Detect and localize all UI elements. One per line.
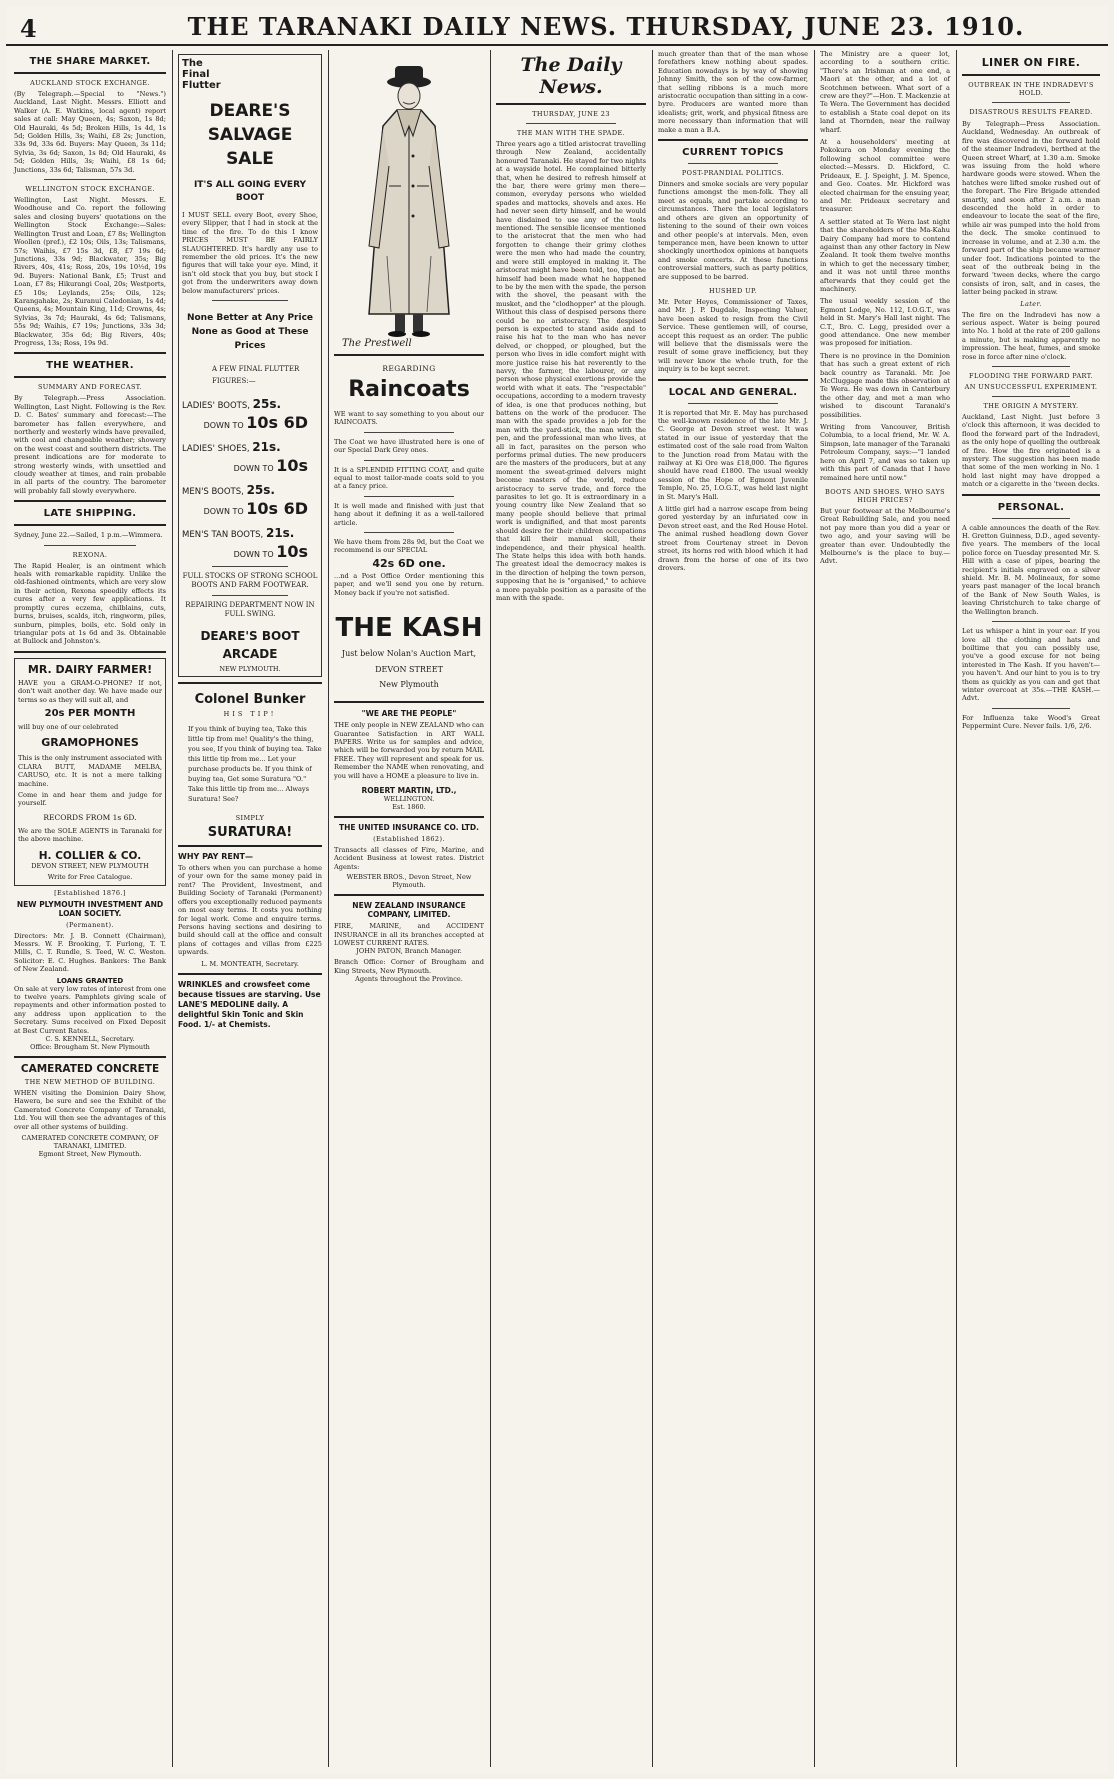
post-prandial-text: Dinners and smoke socials are very popular functions amongst the men-folk. They all meet as equals, and partake according to circumstances. There the local legislators and others are given an opportunity of listening to the sound of their own voices and other people's at intervals. Men, even temperance men, have been known to utter shockingly unorthodox opinions at banquets and smoke concerts. At these functions controversial matters, such as party politics, are supposed to be barred.: [658, 180, 808, 281]
robert-martin-established: Est. 1860.: [392, 802, 426, 811]
local-general-text: It is reported that Mr. E. May has purchased the well-known residence of the late Mr. J. C. George at Devon street west. It was stated in our issue of yesterday that the estimated cost of the sale road from Walton to the Junction road from Matau with the railway at Ki Ore was £18,000. The figures should have read £1800. The usual weekly session of the Hope of Egmont Juvenile Temple, No. 25, I.O.G.T., was held last night in St. Mary's Hall.: [658, 408, 808, 501]
boots-shoes-text: But your footwear at the Melbourne's Great Rebuilding Sale, and you need not pay more than you did a year or two ago, and your saving will be greater than ever. Undoubtedly the Melbourne's is the place to buy.—Advt.: [820, 506, 950, 566]
price-item: MEN'S TAN BOOTS,: [182, 530, 264, 541]
gramophones-title: GRAMOPHONES: [41, 736, 139, 750]
gramophone-text-3: This is the only instrument associated with CLARA BUTT, MADAME MELBA, CARUSO, etc. It is not a mere talking machine.: [18, 754, 162, 788]
divider: [212, 566, 288, 567]
robert-martin-name: ROBERT MARTIN, LTD.,: [361, 785, 457, 795]
camerated-address: Egmont Street, New Plymouth.: [38, 1150, 142, 1159]
divider: [658, 139, 808, 141]
nz-insurance-signature: JOHN PATON, Branch Manager.: [356, 947, 462, 956]
loans-text: On sale at very low rates of interest from one to twelve years. Pamphlets giving scale of repayments and other information posted to any address upon application to the Secretary. Sums received on Fixed Deposit at Best Current Rates.: [14, 984, 167, 1035]
collier-catalogue: Write for Free Catalogue.: [47, 872, 133, 881]
divider: [526, 123, 616, 124]
masthead: [6, 6, 1108, 46]
price-item: MEN'S BOOTS,: [182, 487, 244, 498]
price-list: [182, 397, 318, 561]
personal-text: A cable announces the death of the Rev. H. Gretton Guinness, D.D., aged seventy-five years. The members of the local police force on Tuesday presented Mr. S. Hill with a case of pipes, bearing the recipient's initials engraved on a silver shield. Mr. B. M. Molineaux, for some years past manager of the local branch of the Bank of New South Wales, is leaving Christchurch to take charge of the Wellington branch.: [962, 523, 1100, 616]
nz-insurance-name: NEW ZEALAND INSURANCE COMPANY, LIMITED.: [352, 901, 466, 920]
rent-text: To others when you can purchase a home of your own for the same money paid in rent? The Provident, Investment, and Building Society of Taranaki (Permanent) offers you exceptionally reduced payments on most easy terms. It costs you nothing for legal work. Come and enquire terms. Persons having sections and desiring to build should call at the office and consult plans of cottages and villas from £225 upwards.: [178, 864, 322, 957]
gramophone-text-2: will buy one of our celebrated: [18, 722, 119, 731]
editorial-continued-text: much greater than that of the man whose forefathers knew nothing about spades. Education nowadays is by way of showing Johnny Smith, the son of the cow-farmer, that selling ribbons is a much more aristocratic occupation than sitting in a cow-byre. Producers are wanted more than idealists; grit, work, and physical fitness are more necessary than information that will make a man a B.A.: [658, 50, 808, 134]
records-price: RECORDS FROM 1s 6D.: [43, 812, 137, 822]
divider: [992, 518, 1070, 519]
why-pay-rent-heading: WHY PAY RENT—: [178, 852, 254, 862]
kash-heading: THE KASH: [335, 613, 483, 644]
gramophone-advert: [14, 658, 166, 886]
divider: [364, 432, 454, 433]
his-tip-subhead: HIS TIP!: [223, 710, 277, 719]
editorial-text: Three years ago a titled aristocrat travelling through New Zealand, accidentally honoured Taranaki. He stayed for two nights at a wayside hotel. He complained bitterly that, when he desired to refresh himself at the bar, there were grimy men there—common, everyday persons who wielded spades and mattocks, shovels and axes. He had never seen dirty himself, and he would have disdained to use any of the tools mentioned. The sensible licensee mentioned to the aristocrat that the men who had forgotten to change their grimy clothes were the men who had made the country, and were still employed in making it. The aristocrat might have been told, too, that he himself had been made what he happened to be by the men with the spade, the person with the shovel, the peasant with the musket, and the "clodhopper" at the plough. Without this class of despised persons there could be no aristocracy. The despised person is expected to stand aside and to raise his hat to the man who has never delved, or chopped, or ploughed, but the person who lives in idle comfort might with more justice raise his hat reverently to the navvy, the farmer, the labourer, or any person whose physical exertions provide the world with what it eats. The "respectable" occupations, according to a modern travesty of idea, is one that produces nothing, but battens on the work of the producer. The man with the spade provides a job for the man with the yard-stick, the man with the pen, and the professional man who lives, at all in fact, parasites on the person who performs primal duties. The new producers are the masters of the producers, but at any moment the sweat-grimed delvers might become masters of the world, reduce aristocracy to serve trade, and force the parasites to let go. It is extraordinary in a young country like New Zealand that so many people should believe that primal work is undignified, and that most parents should desire for their children occupations that kill their manual skill, their independence, and their physical health. The State helps this idea with both hands. The greatest ideal the democracy makes is in the direction of helping the town person, supposing that he is "organised," to achieve a more payable position as a parasite of the man with the spade.: [496, 140, 646, 602]
price-row: [182, 526, 318, 561]
weather-text: By Telegraph.—Press Association. Wellington, Last Night. Following is the Rev. D. C. Bates' summary and forecast:—The barometer has fallen everywhere, and northerly and westerly winds have prevailed, with cool and changeable weather; showery on the west coast and southern districts. The present indications are for moderate to strong westerly winds, with unsettled and cloudy weather at times, and rain probable in all parts of the country. The barometer will probably fall slowly everywhere.: [14, 394, 166, 495]
divider: [14, 352, 166, 354]
current-topics-heading: CURRENT TOPICS: [682, 147, 784, 159]
price-to: 10s 6D: [246, 413, 308, 433]
raincoat-text-1: WE want to say something to you about our RAINCOATS.: [334, 410, 484, 427]
stock-note: FULL STOCKS OF STRONG SCHOOL BOOTS AND FARM FOOTWEAR.: [182, 572, 318, 590]
nz-insurance-text: FIRE, MARINE, and ACCIDENT INSURANCE in all its branches accepted at LOWEST CURRENT RATES.: [334, 922, 484, 947]
price-row: [182, 397, 318, 432]
price-to: 10s: [276, 456, 308, 476]
united-insurance-agents: WEBSTER BROS., Devon Street, New Plymouth.: [346, 873, 472, 890]
society-established: [Established 1876.]: [54, 888, 126, 897]
divider: [334, 701, 484, 703]
colonel-bunker-heading: Colonel Bunker: [194, 692, 306, 708]
sole-agents-text: We are the SOLE AGENTS in Taranaki for the above machine.: [18, 826, 162, 844]
price-from: 21s.: [265, 526, 295, 541]
loans-signature: C. S. KENNELL, Secretary.: [45, 1035, 135, 1044]
divider: [14, 1056, 166, 1058]
newspaper-page: [6, 6, 1108, 1773]
rexona-text: The Rapid Healer, is an ointment which heals with remarkable rapidity. Unlike the old-fashioned ointments, which are very slow in their action, Rexona speedily effects its cures after a very few applications. It promptly cures eczema, chilblains, cuts, burns, bruises, scalds, itch, ringworm, piles, sunburn, pimples, boils, etc. Sold only in triangular pots at 1s 6d and 3s. Obtainable at Bullock and Johnston's.: [14, 561, 166, 646]
down-to-label: DOWN TO: [203, 507, 244, 517]
none-better-slogan: None Better at Any Price None as Good at These Prices: [186, 313, 314, 352]
down-to-label: DOWN TO: [203, 421, 244, 431]
divider: [658, 379, 808, 381]
raincoat-text-6: ...nd a Post Office Order mentioning this paper, and we'll send you one by return. Money back if you're not satisfied.: [334, 571, 484, 597]
society-directors: Directors: Mr. J. B. Connett (Chairman), Messrs. W. F. Brooking, T. Furlong, T. T. Mills, C. T. Rundle, S. Teed, W. C. Weston. Solicitor: E. C. Hughes. Bankers: The Bank of New Zealand.: [14, 931, 166, 974]
raincoat-text-2: The Coat we have illustrated here is one of our Special Dark Grey ones.: [334, 437, 484, 455]
divider: [212, 595, 288, 596]
divider: [334, 894, 484, 896]
divider: [14, 72, 166, 74]
raincoats-heading: Raincoats: [348, 377, 470, 402]
camerated-subhead: THE NEW METHOD OF BUILDING.: [24, 1078, 156, 1087]
shipping-heading: LATE SHIPPING.: [43, 508, 137, 520]
suratura-title: SURATURA!: [207, 825, 293, 841]
column-rule: [172, 50, 173, 1767]
flooding-subhead: FLOODING THE FORWARD PART.: [969, 371, 1093, 380]
all-going-subhead: IT'S ALL GOING EVERY BOOT: [193, 180, 307, 203]
hushed-up-subhead: HUSHED UP.: [709, 286, 757, 295]
column-3: [330, 50, 488, 1773]
divider: [992, 708, 1070, 709]
salvage-sale-text: I MUST SELL every Boot, every Shoe, every Slipper, that I had in stock at the time of the fire. To do this I know PRICES MUST BE FAIRLY SLAUGHTERED. It's hardly any use to remember the old prices. It's the new figures that will take your eye. Mind, it isn't old stock that you buy, but stock I got from the underwriters away down below manufacturers' prices.: [182, 211, 318, 295]
wellington-exchange-text: Wellington, Last Night. Messrs. E. Woodhouse and Co. report the following sales and closing buyers' quotations on the Wellington Stock Exchange:—Sales: Wellington Trust and Loan, £7 8s; Wellington Woollen (pref.), £2 10s; Oils, 13s; Talismans, 57s; Waihis, £7 15s 3d, £8, £7 19s 6d; Junctions, 33s 9d; Blackwater, 35s; Big Rivers, 40s, 41s; Ross, 20s, 19s 10½d, 19s 9d. Buyers: National Bank, £5; Trust and Loan, £7 8s; Hikurangi Coal, 20s; Westports, £5 10s; Leylands, 25s; Oils, 12s; Karangahake, 2s; Kuranui Caledonian, 1s 4d; Queens, 4s; Mountain King, 11d; Crowns, 4s; Sylvias, 3s 7d; Hauraki, 4s 6d; Talismans, 55s 9d; Waihis, £7 19s; Junctions, 33s 3d; Blackwater, 35s 6d; Big Rivers, 40s; Progress, 13s; Ross, 19s 9d.: [14, 196, 166, 347]
liner-on-fire-heading: LINER ON FIRE.: [981, 56, 1081, 69]
boot-arcade-name: DEARE'S BOOT ARCADE: [200, 629, 300, 662]
price-item: LADIES' SHOES,: [182, 444, 250, 455]
divider: [962, 74, 1100, 76]
united-insurance-text: Transacts all classes of Fire, Marine, and Accident Business at lowest rates. District Agents:: [334, 845, 484, 871]
deare-advert: [178, 54, 322, 677]
price-from: 21s.: [252, 440, 281, 455]
kash-subhead: Just below Nolan's Auction Mart,: [341, 649, 477, 659]
divider: [44, 545, 136, 546]
gramophone-price: 20s PER MONTH: [44, 707, 136, 719]
raincoat-text-3: It is a SPLENDID FITTING COAT, and quite equal to most tailor-made coats sold to you at a fancy price.: [334, 465, 484, 491]
divider: [212, 300, 288, 301]
back-country-text: There is no province in the Dominion that has such a great extent of rich back country as Taranaki. Mr. Joe McCluggage made this observation at Te Wera. He was down in Canterbury the other day, and met a man who wished to discount Taranaki's possibilities.: [820, 351, 950, 419]
shipping-text: Sydney, June 22.—Sailed, 1 p.m.—Wimmera.: [14, 531, 163, 540]
page-number: 4: [20, 14, 37, 43]
divider: [992, 366, 1070, 367]
peppermint-cure-advert: For Influenza take Wood's Great Peppermint Cure. Never fails. 1/6, 2/6.: [962, 713, 1100, 731]
divider: [688, 403, 778, 404]
column-7: [958, 50, 1104, 1773]
narrow-escape-text: A little girl had a narrow escape from being gored yesterday by an infuriated cow in Devon street east, and the Red House Hotel. The animal rushed headlong down Gover street from Courtenay street in Devon street, its horns red with blood which it had drawn from the horse of one of its two drovers.: [658, 505, 808, 572]
raincoat-text-4: It is well made and finished with just that hang about it defining it as a well-tailored article.: [334, 501, 484, 527]
personal-heading: PERSONAL.: [997, 501, 1065, 513]
divider: [688, 163, 778, 164]
collier-name: H. COLLIER & CO.: [38, 849, 142, 862]
kash-street: DEVON STREET: [375, 665, 443, 675]
column-6: [816, 50, 954, 1773]
divider: [992, 621, 1070, 622]
society-name: NEW PLYMOUTH INVESTMENT AND LOAN SOCIETY.: [16, 899, 164, 918]
united-insurance-name: THE UNITED INSURANCE CO. LTD.: [339, 822, 479, 832]
final-label: Final: [182, 69, 210, 80]
down-to-label: DOWN TO: [233, 464, 274, 474]
divider: [44, 179, 136, 180]
weather-heading: THE WEATHER.: [46, 360, 134, 372]
price-item: LADIES' BOOTS,: [182, 401, 250, 412]
brand-caption: The Prestwell: [342, 338, 412, 349]
unsuccessful-subhead: AN UNSUCCESSFUL EXPERIMENT.: [964, 382, 1098, 391]
price-row: [182, 440, 318, 475]
flutter-label: Flutter: [182, 80, 221, 91]
robert-martin-town: WELLINGTON.: [383, 794, 435, 803]
column-4: [492, 50, 650, 1773]
divider: [334, 816, 484, 818]
nz-insurance-office: Branch Office: Corner of Brougham and King Streets, New Plymouth.: [334, 958, 484, 975]
down-to-label: DOWN TO: [233, 550, 274, 560]
camerated-text: WHEN visiting the Dominion Dairy Show, Hawera, be sure and see the Exhibit of the Camerated Concrete Company of Taranaki, Ltd. You will then see the advantages of this over all other systems of building.: [14, 1089, 166, 1131]
column-rule: [814, 50, 815, 1767]
column-1: [10, 50, 170, 1773]
camerated-heading: CAMERATED CONCRETE: [20, 1063, 160, 1076]
column-rule: [956, 50, 957, 1767]
price-to: 10s 6D: [246, 499, 308, 519]
householders-meeting-text: At a householders' meeting at Pokokura on Monday evening the following school committee were elected:—Messrs. D. Hickford, C. Prideaux, E. J. Speight, J. M. Spence, and Geo. Coates. Mr. Hickford was elected chairman for the ensuing year, and Mr. Prideaux secretary and treasurer.: [820, 138, 950, 214]
we-are-the-people-heading: "WE ARE THE PEOPLE": [361, 709, 457, 719]
raincoat-text-5: We have them from 28s 9d, but the Coat we recommend is our SPECIAL: [334, 538, 484, 555]
divider: [14, 500, 166, 502]
the-label: The: [182, 58, 203, 69]
nz-insurance-agents: Agents throughout the Province.: [355, 975, 463, 984]
auckland-exchange-subhead: AUCKLAND STOCK EXCHANGE.: [30, 79, 150, 87]
price-to: 10s: [276, 542, 308, 562]
raincoat-illustration: [339, 56, 479, 346]
divider: [14, 524, 166, 526]
column-rule: [652, 50, 653, 1767]
origin-mystery-subhead: THE ORIGIN A MYSTERY.: [983, 401, 1079, 410]
origin-mystery-text: Auckland, Last Night. Just before 3 o'clock this afternoon, it was decided to flood the forward part of the Indradevi, as the only hope of quelling the outbreak of fire. How the fire originated is a mystery. The suggestion has been made that some of the men working in No. 1 hold last night may have dropped a match or a cigarette in the 'tween decks.: [962, 412, 1100, 489]
camerated-company: CAMERATED CONCRETE COMPANY, OF TARANAKI, LIMITED.: [21, 1134, 159, 1151]
salvage-sale-heading: DEARE'S SALVAGE SALE: [207, 101, 293, 169]
divider: [334, 354, 484, 356]
loans-office: Office: Brougham St. New Plymouth: [30, 1043, 150, 1052]
vancouver-letter-text: Writing from Vancouver, British Columbia, to a local friend, Mr. W. A. Simpson, late manager of the Taranaki Petroleum Company, says:—"I landed here on April 7, and was so taken up with this part of Canada that I have remained here until now.": [820, 423, 950, 482]
lodge-session-text: The usual weekly session of the Egmont Lodge, No. 112, I.O.G.T., was held in St. Mary's Hall last night. The C.T., Bro. C. Legg, presided over a good attendance. One new member was proposed for initiation.: [820, 297, 950, 348]
divider: [364, 532, 454, 533]
boots-shoes-subhead: BOOTS AND SHOES. WHO SAYS HIGH PRICES?: [825, 487, 945, 504]
gramophone-text: HAVE you a GRAM-O-PHONE? If not, don't wait another day. We have made our terms so as they will suit all, and: [18, 678, 162, 704]
divider: [178, 845, 322, 847]
divider: [14, 651, 166, 653]
ministry-text: The Ministry are a queer lot, according to a southern critic. "There's an Irishman at one end, a Maori at the other, and a lot of Scotchmen between. What sort of a crew are they?"—Hon. T. Mackenzie at Te Wera. The Government has decided to establish a State coal depot on its land at Thornden, near the railway wharf.: [820, 50, 950, 134]
liner-fire-text: By Telegraph—Press Association. Auckland, Wednesday. An outbreak of fire was discovered in the forward hold of the steamer Indradevi, berthed at the Queen street Wharf, at 1.30 a.m. Smoke was issuing from the hold where hardware goods were stowed. When the hatches were lifted smoke rushed out of the forepart. The Fire Brigade attended smartly, and soon after 2 a.m. a man descended the hold in order to endeavour to locate the seat of the fire, while air was pumped into the hold from the deck. The smoke continued to increase in volume, and at 2.30 a.m. the forward part of the ship became warmer under foot. Indications pointed to the seat of the outbreak being in the forward 'tween decks, where the cargo consists of iron, salt, and in cases, the latter being packed in straw.: [962, 120, 1100, 297]
boot-arcade-address: NEW PLYMOUTH.: [219, 665, 281, 674]
share-market-heading: THE SHARE MARKET.: [29, 56, 151, 67]
post-prandial-subhead: POST-PRANDIAL POLITICS.: [681, 169, 785, 178]
divider: [14, 376, 166, 378]
local-general-heading: LOCAL AND GENERAL.: [668, 386, 798, 398]
divider: [992, 396, 1070, 397]
dairy-farmer-heading: MR. DAIRY FARMER!: [27, 662, 153, 676]
regarding-label: REGARDING: [382, 364, 436, 373]
divider: [962, 494, 1100, 496]
column-rule: [490, 50, 491, 1767]
newspaper-title: THE TARANAKI DAILY NEWS. THURSDAY, JUNE 23. 1910.: [187, 12, 1025, 41]
divider: [364, 496, 454, 497]
society-permanent: (Permanent).: [66, 920, 114, 929]
divider: [178, 973, 322, 975]
divider: [496, 103, 646, 105]
divider: [178, 682, 322, 684]
bunker-verse: If you think of buying tea, Take this little tip from me! Quality's the thing, you see, If you think of buying tea. Take this little tip from me... Let your purchase products be. If you think of buying tea, Get some Suratura "O." Take this little tip from me... Always Suratura! See?: [188, 725, 322, 804]
divider: [364, 460, 454, 461]
price-row: [182, 483, 318, 518]
repair-note: REPAIRING DEPARTMENT NOW IN FULL SWING.: [185, 601, 315, 619]
loans-heading: LOANS GRANTED: [56, 976, 124, 985]
column-5: [654, 50, 812, 1773]
simply-label: SIMPLY: [235, 814, 265, 823]
kash-town: New Plymouth: [379, 680, 439, 690]
column-2: [174, 50, 326, 1773]
price-from: 25s.: [252, 397, 282, 412]
rexona-subhead: REXONA.: [72, 550, 108, 559]
dairy-company-text: A settler stated at Te Wera last night that the shareholders of the Ma-Kahu Dairy Company had more to contend against than any other factory in New Zealand. It took them twelve months in which to get the necessary timber, and it was not until three months afterwards that they could get the machinery.: [820, 217, 950, 293]
final-flutter-figures: A FEW FINAL FLUTTER FIGURES:—: [212, 365, 300, 386]
price-from: 25s.: [246, 483, 275, 498]
collier-address: DEVON STREET, NEW PLYMOUTH: [31, 861, 149, 870]
united-insurance-established: (Established 1862).: [373, 834, 445, 843]
later-label: Later.: [1020, 299, 1042, 308]
wellington-exchange-subhead: WELLINGTON STOCK EXCHANGE.: [25, 185, 155, 194]
rent-signature: L. M. MONTEATH, Secretary.: [201, 959, 299, 968]
editorial-nameplate: The Daily News.: [520, 54, 622, 98]
disastrous-results-subhead: DISASTROUS RESULTS FEARED.: [969, 108, 1093, 116]
medoline-advert: WRINKLES and crowsfeet come because tissues are starving. Use LANE'S MEDOLINE daily. A delightful Skin Tonic and Skin Food. 1/- at Chemists.: [178, 979, 321, 1029]
divider: [992, 102, 1070, 103]
kash-whisper-advert: Let us whisper a hint in your ear. If you love all the clothing and hats and boiltime that you can possibly use, you've a good excuse for not being interested in The Kash. If you haven't—you haven't. And our hint to you is to try them as quickly as you can and get that winter overcoat at 35s.—THE KASH.—Advt.: [962, 627, 1100, 703]
editorial-date: THURSDAY, JUNE 23: [532, 110, 610, 118]
wallpaper-text: THE only people in NEW ZEALAND who can Guarantee Satisfaction in ART WALL PAPERS. Write us for samples and advice, which will be forwarded you by return MAIL FREE. They will represent and speak for us. Remember the NAME when renovating, and you will have a HOME a pleasure to live in.: [334, 721, 484, 780]
editorial-heading: THE MAN WITH THE SPADE.: [516, 129, 626, 137]
auckland-exchange-text: (By Telegraph.—Special to "News.") Auckland, Last Night. Messrs. Elliott and Walker (A. E. Watkins, local agent) report sales at call: May Queen, 4s; Saxon, 1s 8d; Old Hauraki, 4s 5d; Broken Hills, 1s 4d, 1s 5d; Golden Hills, 3s; Waihi, £8 2s; Junction, 33s 9d, 33s 6d. Buyers: May Queen, 3s 11d; Sylvia, 3s 6d; Saxon, 1s 8d; Old Hauraki, 4s 5d; Golden Hills, 3s; Waihi, £8 1s 6d; Junctions, 33s 6d; Talisman, 57s 3d.: [14, 90, 166, 174]
column-rule: [328, 50, 329, 1767]
raincoat-price: 42s 6D one.: [372, 556, 446, 570]
outbreak-subhead: OUTBREAK IN THE INDRADEVI'S HOLD.: [968, 81, 1094, 97]
weather-subhead: SUMMARY AND FORECAST.: [37, 383, 143, 392]
gramophone-text-4: Come in and hear them and judge for yourself.: [18, 790, 162, 808]
hushed-up-text: Mr. Peter Heyes, Commissioner of Taxes, and Mr. J. P. Dugdale, Inspecting Valuer, have been asked to resign from the Civil Service. These gentlemen will, of course, accept this request as an order. The public will believe that the dismissals were the result of some grave inefficiency, but they will never know the whole truth, for the inquiry is to be kept secret.: [658, 297, 808, 374]
later-text: The fire on the Indradevi has now a serious aspect. Water is being poured into No. 1 hold at the rate of 200 gallons a minute, but is making apparently no impression. The heat, fumes, and smoke rose in force after nine o'clock.: [962, 310, 1100, 361]
